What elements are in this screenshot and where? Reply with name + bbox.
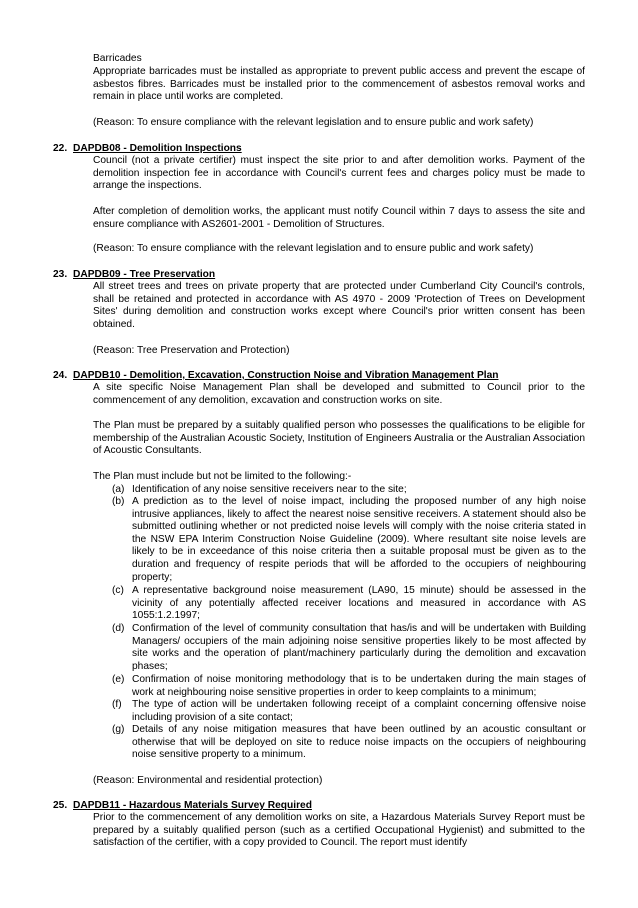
condition-22-paragraph-1: Council (not a private certifier) must inspect the site prior to and after demolition works. Payment of the demolition inspection fee in accordance with Council's current fees and charges policy must be made to arrange the inspections. [93, 155, 585, 192]
list-text: The type of action will be undertaken following receipt of a complaint concerning offensive noise including provision of a site contact; [132, 699, 586, 723]
condition-25-heading [53, 800, 593, 813]
list-marker: (e) [112, 674, 125, 685]
list-text: A prediction as to the level of noise impact, including the proposed number of any high noise intrusive appliances, likely to affect the nearest noise sensitive receivers. A statement should also be submitted outlining whether or not predicted noise levels will comply with the noise criteria stated in the NSW EPA Interim Construction Noise Guideline (2009). Where resultant site noise levels are likely to be in exceedance of this noise criteria then a suitable proposal must be given as to the duration and frequency of respite periods that will be afforded to the occupiers of neighbouring property; [132, 496, 586, 583]
condition-24-heading [53, 370, 593, 383]
condition-23-heading [53, 269, 593, 282]
condition-title: DAPDB10 - Demolition, Excavation, Construction Noise and Vibration Management Plan [73, 370, 499, 381]
condition-24-paragraph-1: A site specific Noise Management Plan shall be developed and submitted to Council prior to the commencement of any demolition, excavation and construction works on site. [93, 382, 585, 406]
list-marker: (c) [112, 585, 124, 596]
barricades-reason: (Reason: To ensure compliance with the relevant legislation and to ensure public and work safety) [93, 117, 534, 128]
condition-23-reason: (Reason: Tree Preservation and Protection) [93, 345, 290, 356]
condition-title: DAPDB09 - Tree Preservation [73, 269, 216, 280]
list-text: Identification of any noise sensitive receivers near to the site; [132, 484, 407, 495]
list-text: Confirmation of noise monitoring methodology that is to be undertaken during the main stages of work at neighbouring noise sensitive properties in order to keep complaints to a minimum; [132, 674, 586, 698]
condition-number: 25. [53, 800, 68, 811]
condition-24-reason: (Reason: Environmental and residential protection) [93, 775, 323, 786]
list-marker: (f) [112, 699, 122, 710]
list-marker: (b) [112, 496, 125, 507]
list-marker: (g) [112, 724, 125, 735]
condition-24-paragraph-3: The Plan must include but not be limited to the following:- [93, 471, 352, 482]
condition-title: DAPDB08 - Demolition Inspections [73, 143, 242, 154]
list-text: Details of any noise mitigation measures that have been outlined by an acoustic consultant or otherwise that will be deployed on site to reduce noise impacts on the occupiers of neighbouring noise sensitive property to a minimum. [132, 724, 586, 761]
condition-title: DAPDB11 - Hazardous Materials Survey Required [73, 800, 312, 811]
condition-22-paragraph-2: After completion of demolition works, the applicant must notify Council within 7 days to assess the site and ensure compliance with AS2601-2001 - Demolition of Structures. [93, 206, 585, 230]
list-marker: (a) [112, 484, 125, 495]
condition-number: 22. [53, 143, 68, 154]
condition-22-heading [53, 143, 593, 156]
barricades-subheading: Barricades [93, 53, 142, 64]
list-text: A representative background noise measurement (LA90, 15 minute) should be assessed in the vicinity of any potentially affected receiver locations and measured in accordance with AS 1055:1.2.1997; [132, 585, 586, 622]
condition-number: 23. [53, 269, 68, 280]
list-marker: (d) [112, 623, 125, 634]
barricades-body: Appropriate barricades must be installed as appropriate to prevent public access and prevent the escape of asbestos fibres. Barricades must be installed prior to the commencement of asbestos removal works and remain in place until works are completed. [93, 66, 585, 103]
list-text: Confirmation of the level of community consultation that has/is and will be undertaken with Building Managers/ occupiers of the main adjoining noise sensitive properties likely to be most affected by site works and the operation of plant/machinery particularly during the demolition and excavation phases; [132, 623, 586, 672]
condition-number: 24. [53, 370, 68, 381]
condition-25-paragraph-1: Prior to the commencement of any demolition works on site, a Hazardous Materials Survey Report must be prepared by a suitably qualified person (such as a certified Occupational Hygienist) and submitted to the satisfaction of the certifier, with a copy provided to Council. The report must identify [93, 812, 585, 849]
condition-22-reason: (Reason: To ensure compliance with the relevant legislation and to ensure public and work safety) [93, 243, 534, 254]
condition-24-paragraph-2: The Plan must be prepared by a suitably qualified person who possesses the qualifications to be eligible for membership of the Australian Acoustic Society, Institution of Engineers Australia or the Australian Association of Acoustic Consultants. [93, 420, 585, 457]
condition-23-paragraph-1: All street trees and trees on private property that are protected under Cumberland City Council's controls, shall be retained and protected in accordance with AS 4970 - 2009 'Protection of Trees on Development Sites' during demolition and construction works except where Council's prior written consent has been obtained. [93, 281, 585, 330]
